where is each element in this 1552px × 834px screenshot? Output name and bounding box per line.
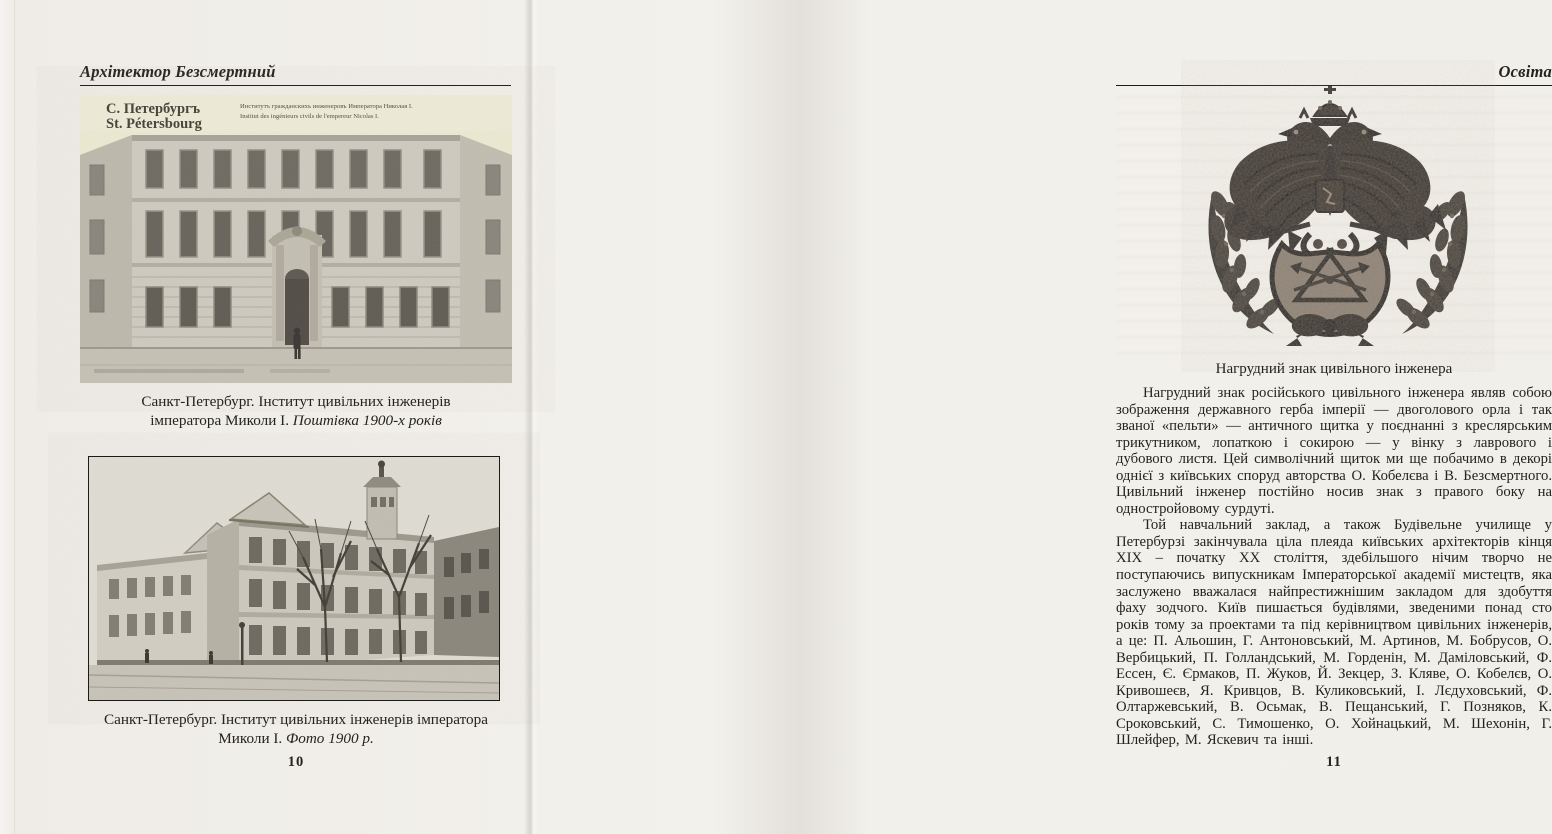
building-photo	[88, 456, 500, 701]
right-page-number: 11	[1326, 754, 1342, 770]
body-text	[1116, 385, 1552, 749]
caption-photo	[80, 710, 512, 748]
book-gutter	[524, 0, 538, 834]
right-running-head: Освіта	[1498, 62, 1552, 81]
paragraph-badge-description: Нагрудний знак російського цивільного інженера являв собою зображення державного герба імперії — двоголового орла і так званої «пельти» — античного щитка у поєднанні з креслярським трикутником, лопаткою і сокирою — у вінку з лаврового і дубового листя. Цей символічний щиток ми ще побачимо в декорі однієї з київських споруд авторства О. Кобелєва і В. Безсмертного. Цивільний інженер постійно носив знак з правого боку на одностройовому сурдуті.	[1116, 385, 1552, 517]
caption-photo-line1: Санкт-Петербург. Інститут цивільних інженерів імператора	[104, 711, 488, 728]
postcard-subtitle-2: Institut des ingénieurs civils de l'empereur Nicolas I.	[240, 113, 379, 120]
badge-caption: Нагрудний знак цивільного інженера	[1215, 361, 1453, 377]
caption-photo-line2: Миколи І.	[218, 730, 287, 747]
postcard-city-french: St. Pétersbourg	[106, 116, 202, 132]
caption-postcard-italic: Поштівка 1900-х років	[292, 412, 442, 429]
left-page	[0, 0, 524, 834]
right-page	[538, 0, 1552, 834]
paragraph-architects-list: Той навчальний заклад, а також Будівельне училище у Петербурзі закінчувала ціла плеяда київських архітекторів кінця XIX – початку XX століття, здебільшого нічим творчо не поступаючись випускникам Імператорської академії мистецтв, яка заслужено вважалася найпрестижнішим закладом для здобуття фаху зодчого. Київ пишається будівлями, зведеними понад сто років тому за проектами та під керівництвом цивільних інженерів, а це: П. Альошин, Г. Антоновський, М. Артинов, М. Бобрусов, О. Вербицький, П. Голландський, М. Горденін, М. Даміловський, Ф. Ессен, Є. Єрмаков, П. Жуков, Й. Зекцер, З. Кляве, О. Кобелєв, О. Кривошеєв, Я. Кривцов, В. Куликовський, І. Лєдуховський, Ф. Олтаржевський, В. Осьмак, В. Пещанський, Г. Позняков, К. Сроковський, С. Тимошенко, О. Хойнацький, М. Шехонін, Г. Шлейфер, М. Яскевич та інші.	[1116, 517, 1552, 749]
left-running-head: Архітектор Безсмертний	[80, 62, 276, 81]
caption-postcard-line2: імператора Миколи І.	[150, 412, 293, 429]
left-page-number: 10	[287, 754, 305, 770]
left-head-rule	[80, 85, 511, 86]
caption-postcard-line1: Санкт-Петербург. Інститут цивільних інженерів	[141, 393, 451, 410]
caption-postcard	[80, 392, 512, 430]
postcard-city-cyrillic: С. Петербургъ	[106, 101, 201, 117]
civil-engineer-badge	[1178, 84, 1498, 352]
caption-photo-italic: Фото 1900 р.	[286, 730, 374, 747]
postcard-photo	[80, 95, 512, 383]
postcard-subtitle-1: Институтъ гражданскихъ инженеровъ Императора Николая I.	[240, 103, 413, 110]
